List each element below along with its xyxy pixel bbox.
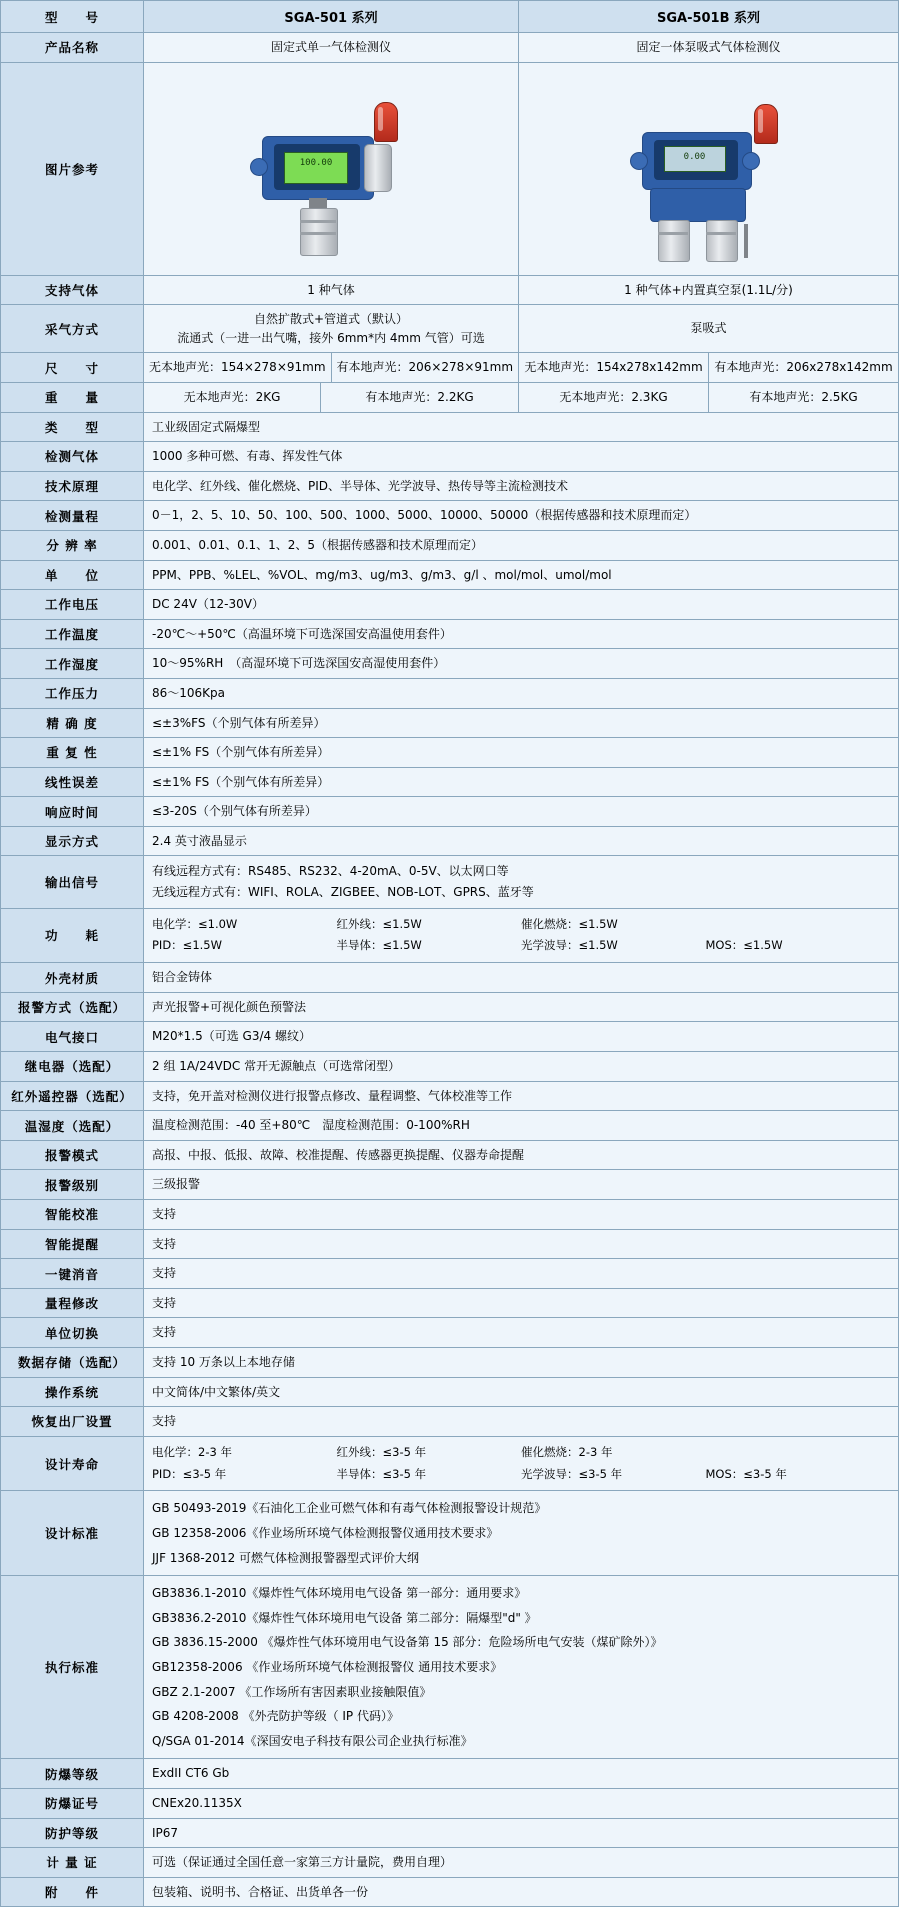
table-row-exec-std [1, 1576, 899, 1759]
row-label-unit: 单 位 [1, 560, 144, 590]
row-label-type: 类 型 [1, 412, 144, 442]
table-row-range-mod [1, 1288, 899, 1318]
life-ir: 红外线：≤3-5 年 [336, 1444, 427, 1459]
display-value: 2.4 英寸液晶显示 [144, 826, 899, 856]
resolution-value: 0.001、0.01、0.1、1、2、5（根据传感器和技术原理而定） [144, 530, 899, 560]
os-value: 中文简体/中文繁体/英文 [144, 1377, 899, 1407]
life-row-1 [152, 1442, 890, 1464]
unit-value: PPM、PPB、%LEL、%VOL、mg/m3、ug/m3、g/m3、g/l 、mol/mol、umol/mol [144, 560, 899, 590]
size-col2 [519, 353, 899, 383]
row-label-accuracy: 精 确 度 [1, 708, 144, 738]
row-label-output: 输出信号 [1, 856, 144, 908]
power-catalytic: 催化燃烧：≤1.5W [521, 916, 618, 931]
support-gas-col1: 1 种气体 [144, 275, 519, 305]
table-row-output [1, 856, 899, 908]
design-std-line: JJF 1368-2012 可燃气体检测报警器型式评价大纲 [152, 1550, 420, 1565]
table-row-temp-humi [1, 1111, 899, 1141]
row-label-smart-remind: 智能提醒 [1, 1229, 144, 1259]
row-label-detect-gas: 检测气体 [1, 442, 144, 472]
table-row-support-gas [1, 275, 899, 305]
row-label-ex-level: 防爆等级 [1, 1759, 144, 1789]
row-label-principle: 技术原理 [1, 471, 144, 501]
power-pid: PID：≤1.5W [152, 938, 222, 953]
row-label-smart-cal: 智能校准 [1, 1200, 144, 1230]
row-label-image-ref: 图片参考 [1, 62, 144, 275]
header-model-col2: SGA-501B 系列 [519, 1, 899, 33]
row-label-weight: 重 量 [1, 382, 144, 412]
table-row-weight [1, 382, 899, 412]
table-row-unit-switch [1, 1318, 899, 1348]
table-row-accuracy [1, 708, 899, 738]
support-gas-col2: 1 种气体+内置真空泵(1.1L/分) [519, 275, 899, 305]
row-label-os: 操作系统 [1, 1377, 144, 1407]
meter-cert-value: 可选（保证通过全国任意一家第三方计量院，费用自理） [144, 1848, 899, 1878]
life-optical: 光学波导：≤3-5 年 [521, 1466, 623, 1481]
device-image-col1 [144, 62, 519, 275]
power-row-1 [152, 914, 890, 936]
row-label-resolution: 分 辨 率 [1, 530, 144, 560]
row-label-voltage: 工作电压 [1, 590, 144, 620]
output-line-wireless: 无线远程方式有：WIFI、ROLA、ZIGBEE、NOB-LOT、GPRS、蓝牙等 [152, 885, 534, 900]
table-row-ex-level [1, 1759, 899, 1789]
row-label-alarm-level: 报警级别 [1, 1170, 144, 1200]
row-label-mute: 一键消音 [1, 1259, 144, 1289]
sensor-barrel-right [706, 220, 738, 262]
life-blank [706, 1444, 891, 1462]
table-row-factory-reset [1, 1407, 899, 1437]
table-row-sampling [1, 305, 899, 353]
response-value: ≤3-20S（个别气体有所差异） [144, 797, 899, 827]
voltage-value: DC 24V（12-30V） [144, 590, 899, 620]
table-row-response [1, 797, 899, 827]
row-label-ex-cert: 防爆证号 [1, 1788, 144, 1818]
alarm-lamp-icon [754, 104, 778, 144]
row-label-ip-level: 防护等级 [1, 1818, 144, 1848]
device-illustration-single [216, 74, 446, 264]
device-screen: 100.00 [284, 152, 348, 184]
mute-value: 支持 [144, 1259, 899, 1289]
temp-humi-value: 温度检测范围：-40 至+80℃ 湿度检测范围：0-100%RH [144, 1111, 899, 1141]
row-label-shell: 外壳材质 [1, 963, 144, 993]
electric-port-value: M20*1.5（可选 G3/4 螺纹） [144, 1022, 899, 1052]
accessory-value: 包装箱、说明书、合格证、出货单各一份 [144, 1877, 899, 1907]
weight-col2 [519, 382, 899, 412]
row-label-model: 型 号 [1, 1, 144, 33]
table-row-repeat [1, 738, 899, 768]
table-row-header [1, 1, 899, 33]
sensor-side-barrel [364, 144, 392, 192]
table-row-ip-level [1, 1818, 899, 1848]
output-value [144, 856, 899, 908]
table-row-detect-gas [1, 442, 899, 472]
sampling-col1-line2: 流通式（一进一出气嘴，接外 6mm*内 4mm 气管）可选 [177, 330, 485, 345]
power-value [144, 908, 899, 963]
unit-switch-value: 支持 [144, 1318, 899, 1348]
repeat-value: ≤±1% FS（个别气体有所差异） [144, 738, 899, 768]
row-label-temp-humi: 温湿度（选配） [1, 1111, 144, 1141]
life-pid: PID：≤3-5 年 [152, 1466, 227, 1481]
device-mount-left [630, 152, 648, 170]
row-label-repeat: 重 复 性 [1, 738, 144, 768]
work-press-value: 86～106Kpa [144, 678, 899, 708]
exec-std-line: Q/SGA 01-2014《深国安电子科技有限公司企业执行标准》 [152, 1733, 473, 1748]
device-image-col2 [519, 62, 899, 275]
table-row-life [1, 1436, 899, 1491]
row-label-work-humi: 工作湿度 [1, 649, 144, 679]
relay-value: 2 组 1A/24VDC 常开无源触点（可选常闭型） [144, 1052, 899, 1082]
ip-level-value: IP67 [144, 1818, 899, 1848]
table-row-electric-port [1, 1022, 899, 1052]
power-semi: 半导体：≤1.5W [336, 938, 422, 953]
output-line-wired: 有线远程方式有：RS485、RS232、4-20mA、0-5V、以太网口等 [152, 864, 509, 879]
smart-remind-value: 支持 [144, 1229, 899, 1259]
exec-std-line: GBZ 2.1-2007 《工作场所有害因素职业接触限值》 [152, 1684, 432, 1699]
table-row-ex-cert [1, 1788, 899, 1818]
table-row-product-name [1, 33, 899, 63]
table-row-ir-remote [1, 1081, 899, 1111]
shell-value: 铝合金铸体 [144, 963, 899, 993]
table-row-smart-remind [1, 1229, 899, 1259]
header-model-col1: SGA-501 系列 [144, 1, 519, 33]
sensor-ring-right [706, 232, 736, 235]
row-label-size: 尺 寸 [1, 353, 144, 383]
range-mod-value: 支持 [144, 1288, 899, 1318]
design-std-value [144, 1491, 899, 1576]
power-row-2 [152, 935, 890, 957]
row-label-meter-cert: 计 量 证 [1, 1848, 144, 1878]
row-label-relay: 继电器（选配） [1, 1052, 144, 1082]
sensor-barrel-left [658, 220, 690, 262]
table-row-work-temp [1, 619, 899, 649]
table-row-alarm-level [1, 1170, 899, 1200]
table-row-image-ref [1, 62, 899, 275]
design-std-line: GB 50493-2019《石油化工企业可燃气体和有毒气体检测报警设计规范》 [152, 1501, 547, 1516]
table-row-relay [1, 1052, 899, 1082]
device-illustration-pump [594, 74, 824, 264]
row-label-factory-reset: 恢复出厂设置 [1, 1407, 144, 1437]
life-catalytic: 催化燃烧：2-3 年 [521, 1444, 613, 1459]
sampling-col1 [144, 305, 519, 353]
table-row-size [1, 353, 899, 383]
probe-stem [744, 224, 748, 258]
pump-module [650, 188, 746, 222]
table-row-alarm-mode [1, 1140, 899, 1170]
table-row-principle [1, 471, 899, 501]
power-mos: MOS：≤1.5W [705, 938, 783, 953]
row-label-product-name: 产品名称 [1, 33, 144, 63]
table-row-unit [1, 560, 899, 590]
size-col2-a: 无本地声光：154x278x142mm [524, 360, 703, 375]
row-label-response: 响应时间 [1, 797, 144, 827]
life-semi: 半导体：≤3-5 年 [336, 1466, 427, 1481]
principle-value: 电化学、红外线、催化燃烧、PID、半导体、光学波导、热传导等主流检测技术 [144, 471, 899, 501]
row-label-alarm-mode: 报警模式 [1, 1140, 144, 1170]
accuracy-value: ≤±3%FS（个别气体有所差异） [144, 708, 899, 738]
row-label-linear: 线性误差 [1, 767, 144, 797]
work-humi-value: 10～95%RH （高湿环境下可选深国安高湿使用套件） [144, 649, 899, 679]
life-row-2 [152, 1464, 890, 1486]
smart-cal-value: 支持 [144, 1200, 899, 1230]
table-row-storage [1, 1348, 899, 1378]
detect-gas-value: 1000 多种可燃、有毒、挥发性气体 [144, 442, 899, 472]
ir-remote-value: 支持，免开盖对检测仪进行报警点修改、量程调整、气体校准等工作 [144, 1081, 899, 1111]
table-row-smart-cal [1, 1200, 899, 1230]
exec-std-line: GB3836.2-2010《爆炸性气体环境用电气设备 第二部分：隔爆型"d" 》 [152, 1610, 537, 1625]
row-label-power: 功 耗 [1, 908, 144, 963]
device-screen: 0.00 [664, 146, 726, 172]
row-label-work-temp: 工作温度 [1, 619, 144, 649]
weight-col1 [144, 382, 519, 412]
weight-col1-a: 无本地声光：2KG [183, 389, 281, 404]
table-row-range [1, 501, 899, 531]
exec-std-line: GB 4208-2008 《外壳防护等级（ IP 代码）》 [152, 1709, 399, 1724]
table-row-meter-cert [1, 1848, 899, 1878]
table-row-accessory [1, 1877, 899, 1907]
table-row-shell [1, 963, 899, 993]
life-value [144, 1436, 899, 1491]
sensor-ring-2 [300, 232, 336, 235]
product-name-col1: 固定式单一气体检测仪 [144, 33, 519, 63]
exec-std-line: GB 3836.15-2000 《爆炸性气体环境用电气设备第 15 部分：危险场所电气安装（煤矿除外）》 [152, 1635, 663, 1650]
sampling-col2: 泵吸式 [519, 305, 899, 353]
type-value: 工业级固定式隔爆型 [144, 412, 899, 442]
linear-value: ≤±1% FS（个别气体有所差异） [144, 767, 899, 797]
life-echem: 电化学：2-3 年 [152, 1444, 232, 1459]
row-label-exec-std: 执行标准 [1, 1576, 144, 1759]
sensor-ring-1 [300, 220, 336, 223]
row-label-accessory: 附 件 [1, 1877, 144, 1907]
weight-col2-a: 无本地声光：2.3KG [559, 389, 668, 404]
sensor-ring-left [658, 232, 688, 235]
table-row-display [1, 826, 899, 856]
row-label-unit-switch: 单位切换 [1, 1318, 144, 1348]
exec-std-line: GB12358-2006 《作业场所环境气体检测报警仪 通用技术要求》 [152, 1659, 503, 1674]
row-label-alarm-way: 报警方式（选配） [1, 992, 144, 1022]
design-std-line: GB 12358-2006《作业场所环境气体检测报警仪通用技术要求》 [152, 1526, 499, 1540]
table-row-power [1, 908, 899, 963]
life-mos: MOS：≤3-5 年 [705, 1466, 787, 1481]
row-label-life: 设计寿命 [1, 1436, 144, 1491]
device-mount-right [742, 152, 760, 170]
size-col1 [144, 353, 519, 383]
device-neck [309, 198, 327, 208]
row-label-support-gas: 支持气体 [1, 275, 144, 305]
weight-col2-b: 有本地声光：2.5KG [709, 383, 899, 412]
row-label-work-press: 工作压力 [1, 678, 144, 708]
table-row-resolution [1, 530, 899, 560]
table-row-voltage [1, 590, 899, 620]
power-optical: 光学波导：≤1.5W [521, 938, 618, 953]
size-col1-b: 有本地声光：206×278×91mm [331, 353, 518, 382]
exec-std-value [144, 1576, 899, 1759]
row-label-sampling: 采气方式 [1, 305, 144, 353]
alarm-mode-value: 高报、中报、低报、故障、校准提醒、传感器更换提醒、仪器寿命提醒 [144, 1140, 899, 1170]
table-row-type [1, 412, 899, 442]
sampling-col1-line1: 自然扩散式+管道式（默认） [253, 312, 409, 327]
row-label-display: 显示方式 [1, 826, 144, 856]
ex-cert-value: CNEx20.1135X [144, 1788, 899, 1818]
device-mount-left [250, 158, 268, 176]
storage-value: 支持 10 万条以上本地存储 [144, 1348, 899, 1378]
table-row-linear [1, 767, 899, 797]
alarm-way-value: 声光报警+可视化颜色预警法 [144, 992, 899, 1022]
row-label-ir-remote: 红外遥控器（选配） [1, 1081, 144, 1111]
row-label-storage: 数据存储（选配） [1, 1348, 144, 1378]
exec-std-line: GB3836.1-2010《爆炸性气体环境用电气设备 第一部分：通用要求》 [152, 1586, 527, 1601]
power-echem: 电化学：≤1.0W [152, 916, 238, 931]
size-col1-a: 无本地声光：154×278×91mm [148, 360, 326, 375]
weight-col1-b: 有本地声光：2.2KG [321, 383, 518, 412]
table-row-alarm-way [1, 992, 899, 1022]
row-label-range: 检测量程 [1, 501, 144, 531]
table-row-design-std [1, 1491, 899, 1576]
power-ir: 红外线：≤1.5W [336, 916, 422, 931]
table-row-work-humi [1, 649, 899, 679]
alarm-lamp-icon [374, 102, 398, 142]
ex-level-value: ExdII CT6 Gb [144, 1759, 899, 1789]
row-label-electric-port: 电气接口 [1, 1022, 144, 1052]
row-label-range-mod: 量程修改 [1, 1288, 144, 1318]
size-col2-b: 有本地声光：206x278x142mm [709, 353, 899, 382]
power-blank [706, 916, 891, 934]
product-name-col2: 固定一体泵吸式气体检测仪 [519, 33, 899, 63]
work-temp-value: -20℃～+50℃（高温环境下可选深国安高温使用套件） [144, 619, 899, 649]
factory-reset-value: 支持 [144, 1407, 899, 1437]
table-row-work-press [1, 678, 899, 708]
table-row-os [1, 1377, 899, 1407]
range-value: 0－1，2、5、10、50、100、500、1000、5000、10000、50000（根据传感器和技术原理而定） [144, 501, 899, 531]
row-label-design-std: 设计标准 [1, 1491, 144, 1576]
alarm-level-value: 三级报警 [144, 1170, 899, 1200]
table-row-mute [1, 1259, 899, 1289]
